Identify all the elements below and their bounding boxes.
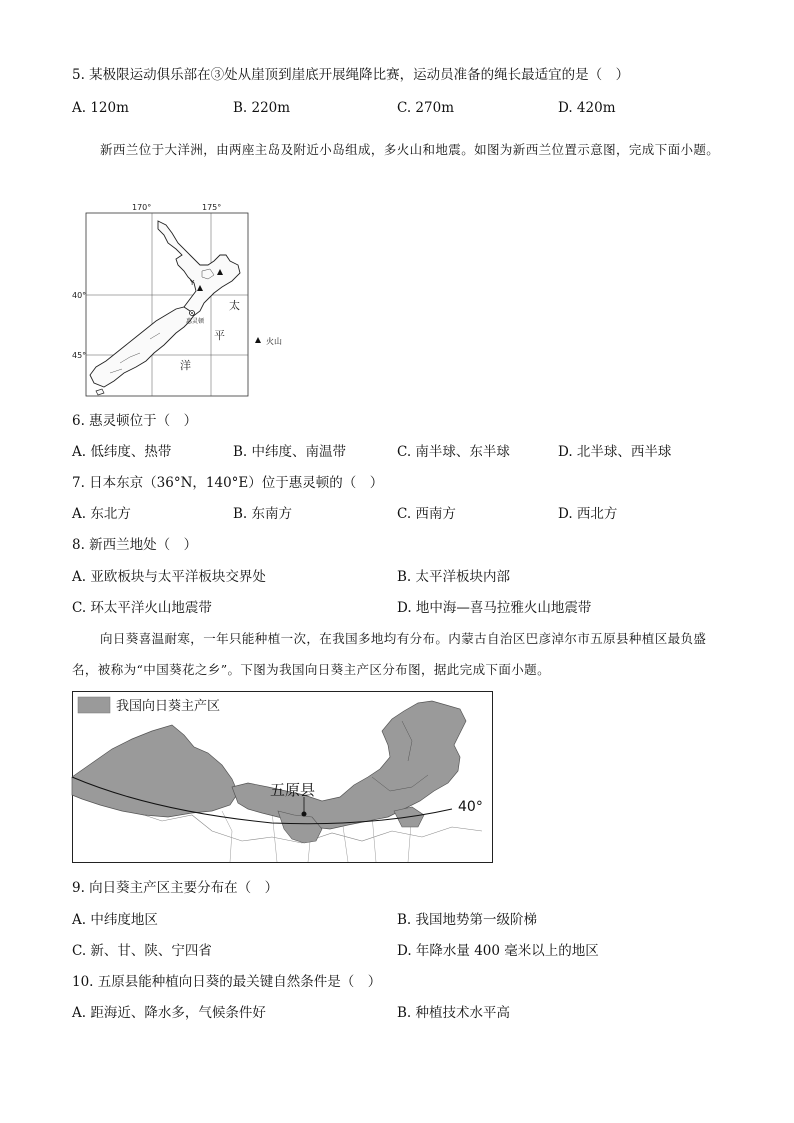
lat-label-40: 40° xyxy=(72,291,87,300)
q9-option-c: C. 新、甘、陕、宁四省 xyxy=(72,943,212,959)
lon-label-175: 175° xyxy=(202,203,222,212)
wellington-label: 惠灵顿 xyxy=(186,318,205,325)
volcano-legend-label: 火山 xyxy=(266,337,282,346)
q7-option-a: A. 东北方 xyxy=(72,506,131,522)
q8-stem: 8. 新西兰地处（ ） xyxy=(72,537,198,553)
q9-option-b: B. 我国地势第一级阶梯 xyxy=(397,912,538,928)
q5-option-c: C. 270m xyxy=(397,100,454,116)
lon-label-170: 170° xyxy=(132,203,152,212)
wuyuan-label: 五原县 xyxy=(270,781,316,799)
q5-option-b: B. 220m xyxy=(233,100,291,116)
ocean-char-2: 平 xyxy=(214,329,225,342)
new-zealand-map xyxy=(72,203,310,400)
sunflower-intro: 向日葵喜温耐寒，一年只能种植一次，在我国多地均有分布。内蒙古自治区巴彦淖尔市五原县种植区最负盛名，被称为“中国葵花之乡”。下图为我国向日葵主产区分布图，据此完成下面小题。 xyxy=(72,631,707,677)
q8-option-a: A. 亚欧板块与太平洋板块交界处 xyxy=(72,569,266,585)
lat-40-label: 40° xyxy=(458,799,483,815)
q10-option-b: B. 种植技术水平高 xyxy=(397,1005,511,1021)
q6-stem: 6. 惠灵顿位于（ ） xyxy=(72,413,198,429)
volcano-legend-icon xyxy=(255,337,261,343)
q5-stem: 5. 某极限运动俱乐部在③处从崖顶到崖底开展绳降比赛，运动员准备的绳长最适宜的是（ ） xyxy=(72,67,630,83)
nz-intro: 新西兰位于大洋洲，由两座主岛及附近小岛组成，多火山和地震。如图为新西兰位置示意图，完成下面小题。 xyxy=(100,142,720,157)
ocean-char-1: 太 xyxy=(229,299,240,312)
q9-option-d: D. 年降水量 400 毫米以上的地区 xyxy=(397,943,599,959)
q7-stem: 7. 日本东京（36°N，140°E）位于惠灵顿的（ ） xyxy=(72,475,384,491)
q5-option-a: A. 120m xyxy=(72,100,129,116)
legend-swatch xyxy=(78,697,110,713)
q9-option-a: A. 中纬度地区 xyxy=(72,912,158,928)
q6-option-b: B. 中纬度、南温带 xyxy=(233,444,347,460)
north-island-shape xyxy=(158,221,240,317)
lat-label-45: 45° xyxy=(72,351,87,360)
q6-option-d: D. 北半球、西半球 xyxy=(558,444,672,460)
ocean-char-3: 洋 xyxy=(180,359,191,372)
legend-label: 我国向日葵主产区 xyxy=(116,699,221,714)
q10-stem: 10. 五原县能种植向日葵的最关键自然条件是（ ） xyxy=(72,974,382,990)
sunflower-region-map xyxy=(72,691,493,863)
q8-option-c: C. 环太平洋火山地震带 xyxy=(72,600,212,616)
south-island-shape xyxy=(90,307,194,387)
wuyuan-marker xyxy=(302,812,307,817)
q10-option-a: A. 距海近、降水多，气候条件好 xyxy=(72,1005,266,1021)
q7-option-b: B. 东南方 xyxy=(233,506,293,522)
marker-y-label: Y xyxy=(190,279,195,287)
q7-option-d: D. 西北方 xyxy=(558,506,618,522)
q8-option-b: B. 太平洋板块内部 xyxy=(397,569,511,585)
q5-option-d: D. 420m xyxy=(558,100,616,116)
q9-stem: 9. 向日葵主产区主要分布在（ ） xyxy=(72,880,279,896)
q6-option-a: A. 低纬度、热带 xyxy=(72,444,172,460)
q6-option-c: C. 南半球、东半球 xyxy=(397,444,510,460)
q7-option-c: C. 西南方 xyxy=(397,506,456,522)
q8-option-d: D. 地中海—喜马拉雅火山地震带 xyxy=(397,600,592,616)
